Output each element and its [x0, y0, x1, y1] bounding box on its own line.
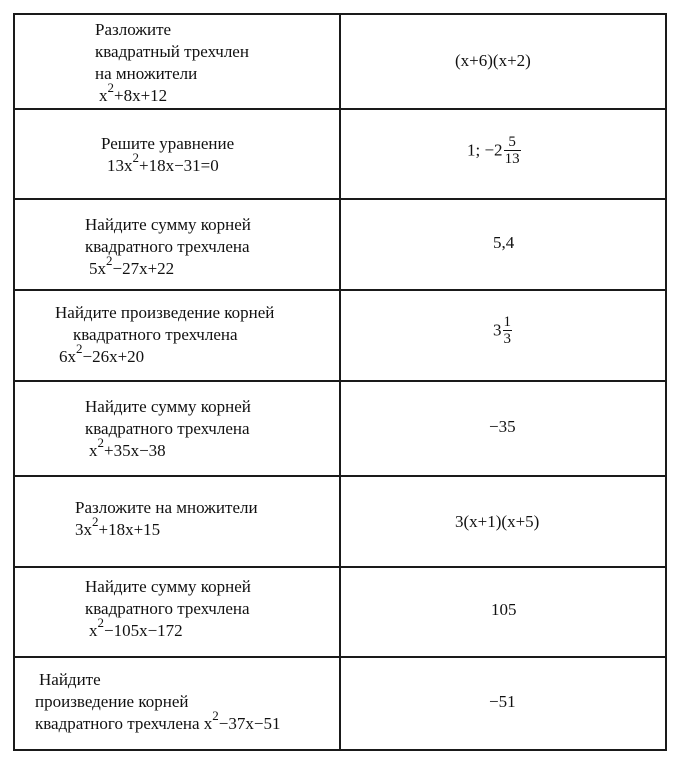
task-cell-3 — [85, 214, 251, 280]
task-cell-4 — [55, 302, 274, 368]
task-text: Найдите произведение корней — [55, 303, 275, 322]
task-text: Решите уравнение — [101, 134, 235, 153]
polynomial: квадратного трехчлена $x^2-37x-51$ — [35, 708, 281, 733]
task-text: квадратный трехчлен — [95, 42, 249, 61]
polynomial: $5x^2-27x+22$ — [89, 253, 175, 278]
task-text: квадратного трехчлена — [85, 599, 250, 618]
row-divider — [15, 380, 665, 382]
task-cell-6 — [75, 497, 258, 541]
answer-cell-5: −35 — [489, 417, 516, 436]
task-cell-5 — [85, 396, 251, 462]
answer-cell-8: −51 — [489, 692, 516, 711]
answer-cell-1: (x+6)(x+2) — [455, 51, 531, 70]
row-divider — [15, 475, 665, 477]
task-table — [13, 13, 667, 751]
answer-cell-3: 5,4 — [493, 233, 515, 252]
polynomial: $x^2+35x-38$ — [89, 435, 166, 460]
task-cell-2 — [101, 133, 234, 177]
polynomial: $3x^2+18x+15$ — [75, 514, 161, 539]
answer-cell-6: 3(x+1)(x+5) — [455, 512, 540, 531]
polynomial: $x^2-105x-172$ — [89, 615, 183, 640]
task-cell-8 — [35, 669, 280, 735]
column-divider — [339, 15, 341, 749]
row-divider — [15, 289, 665, 291]
task-text: Разложите — [95, 20, 172, 39]
row-divider — [15, 108, 665, 110]
row-divider — [15, 198, 665, 200]
task-text: квадратного трехчлена — [85, 419, 250, 438]
task-text: квадратного трехчлена — [85, 237, 250, 256]
answer-cell-7: 105 — [491, 600, 517, 619]
task-text: Найдите сумму корней — [85, 397, 251, 416]
task-cell-1 — [95, 19, 249, 107]
answer-cell-4: 3 $\frac{1}{3}$ — [493, 314, 511, 347]
task-text: Разложите на множители — [75, 498, 258, 517]
answer-cell-2: 1; −2 $\frac{5}{13}$ — [467, 134, 520, 167]
task-text: на множители — [95, 64, 198, 83]
row-divider — [15, 656, 665, 658]
task-text: Найдите — [39, 670, 101, 689]
task-text: квадратного трехчлена — [73, 325, 238, 344]
task-text: Найдите сумму корней — [85, 577, 251, 596]
polynomial: $x^2+8x+12$ — [99, 80, 168, 105]
task-text: произведение корней — [35, 692, 189, 711]
row-divider — [15, 566, 665, 568]
task-text: Найдите сумму корней — [85, 215, 251, 234]
polynomial: $6x^2-26x+20$ — [59, 341, 145, 366]
polynomial: $13x^2+18x-31=0$ — [107, 150, 219, 175]
task-cell-7 — [85, 576, 251, 642]
